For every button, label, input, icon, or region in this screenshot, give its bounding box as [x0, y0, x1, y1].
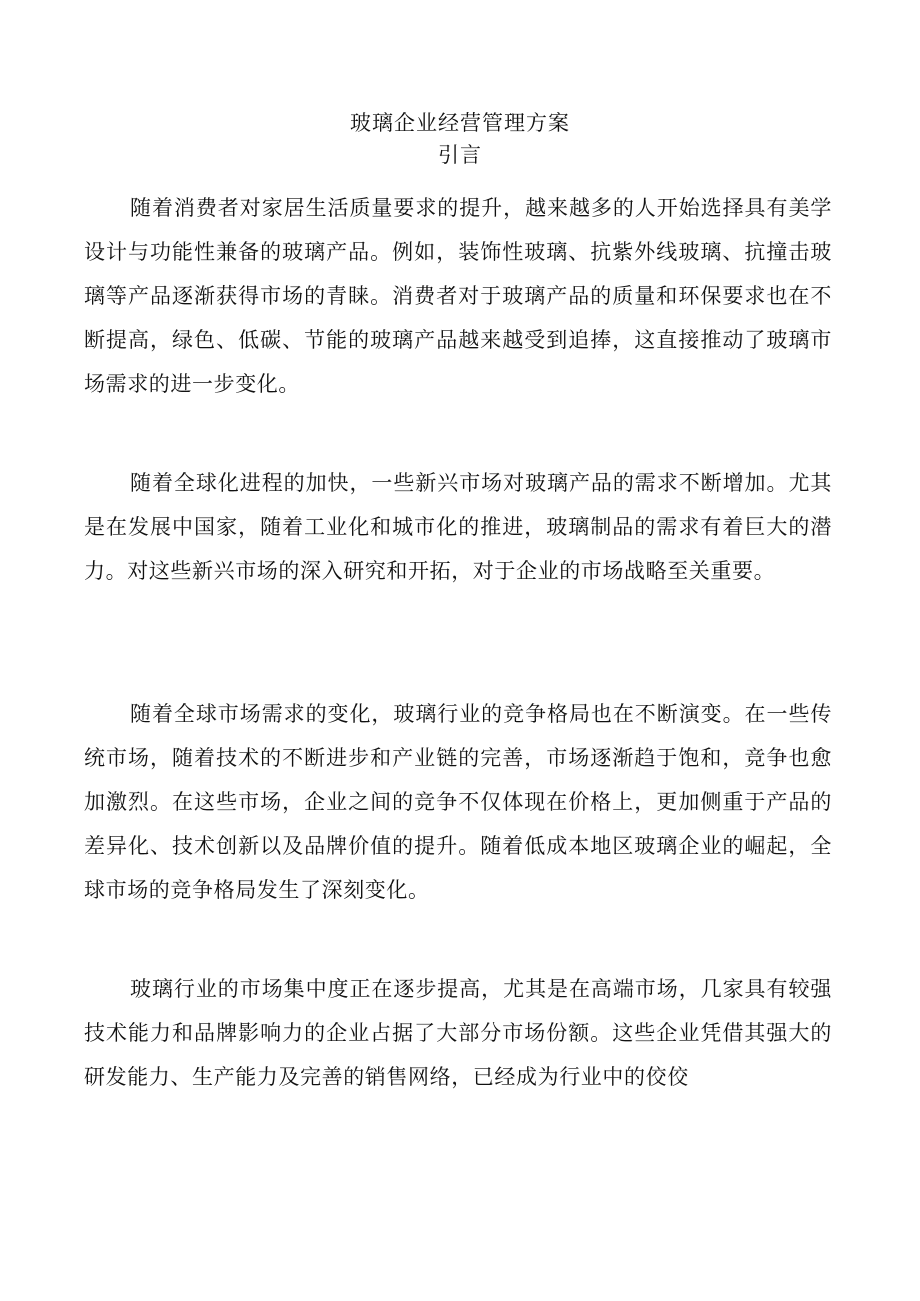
paragraph: 随着消费者对家居生活质量要求的提升，越来越多的人开始选择具有美学设计与功能性兼备的玻璃产品。例如，装饰性玻璃、抗紫外线玻璃、抗撞击玻璃等产品逐渐获得市场的青睐。消费者对于玻璃产品的质量和环保要求也在不断提高，绿色、低碳、节能的玻璃产品越来越受到追捧，这直接推动了玻璃市场需求的进一步变化。	[84, 196, 832, 396]
paragraph: 玻璃行业的市场集中度正在逐步提高，尤其是在高端市场，几家具有较强技术能力和品牌影响力的企业占据了大部分市场份额。这些企业凭借其强大的研发能力、生产能力及完善的销售网络，已经成为行业中的佼佼	[84, 977, 832, 1089]
document-title: 玻璃企业经营管理方案	[350, 111, 570, 135]
paragraph: 随着全球市场需求的变化，玻璃行业的竞争格局也在不断演变。在一些传统市场，随着技术的不断进步和产业链的完善，市场逐渐趋于饱和，竞争也愈加激烈。在这些市场，企业之间的竞争不仅体现在价格上，更加侧重于产品的差异化、技术创新以及品牌价值的提升。随着低成本地区玻璃企业的崛起，全球市场的竞争格局发生了深刻变化。	[84, 702, 832, 902]
section-heading: 引言	[438, 143, 482, 167]
paragraph: 随着全球化进程的加快，一些新兴市场对玻璃产品的需求不断增加。尤其是在发展中国家，随着工业化和城市化的推进，玻璃制品的需求有着巨大的潜力。对这些新兴市场的深入研究和开拓，对于企业的市场战略至关重要。	[84, 471, 832, 583]
